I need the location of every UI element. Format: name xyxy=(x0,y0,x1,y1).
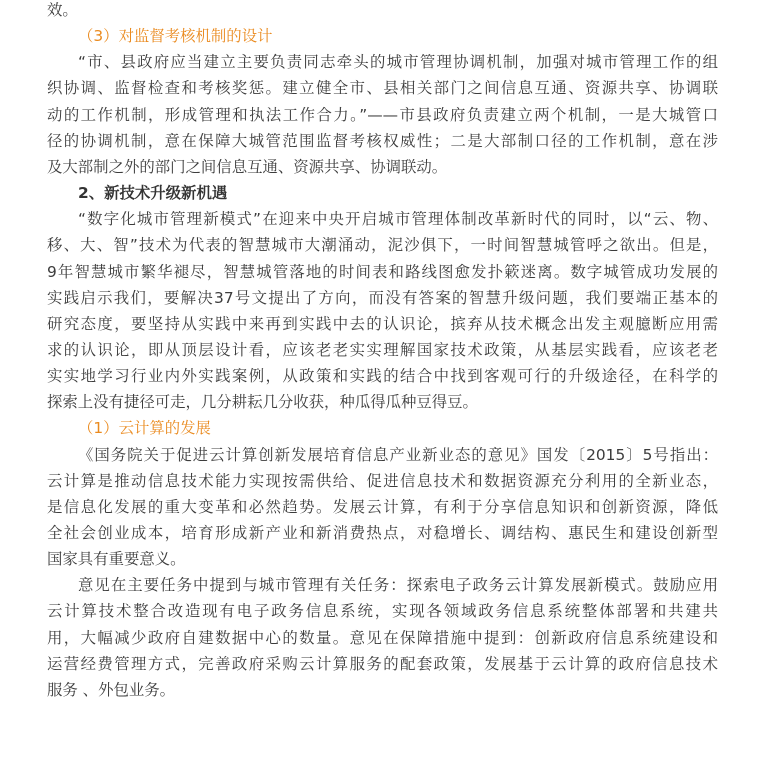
section-heading: 2、新技术升级新机遇 xyxy=(78,184,228,203)
paragraph-line: 实实地学习行业内外实践案例，从政策和实践的结合中找到客观可行的升级途径，在科学的 xyxy=(47,367,718,386)
paragraph-line: 是信息化发展的重大变革和必然趋势。发展云计算，有利于分享信息知识和创新资源，降低 xyxy=(47,497,718,516)
paragraph-line: 服务 、外包业务。 xyxy=(47,680,176,699)
paragraph-line: 动的工作机制，形成管理和执法工作合力。”——市县政府负责建立两个机制，一是大城管口 xyxy=(47,105,718,124)
paragraph-line: 效。 xyxy=(47,1,78,19)
paragraph-line: 云计算技术整合改造现有电子政务信息系统，实现各领域政务信息系统整体部署和共建共 xyxy=(47,602,718,621)
paragraph-line: 意见在主要任务中提到与城市管理有关任务：探索电子政务云计算发展新模式。鼓励应用 xyxy=(78,576,718,595)
paragraph-line: 9年智慧城市繁华褪尽，智慧城管落地的时间表和路线图愈发扑簌迷离。数字城管成功发展的 xyxy=(47,262,718,281)
paragraph-line: 及大部制之外的部门之间信息互通、资源共享、协调联动。 xyxy=(47,157,448,176)
paragraph-line: 径的协调机制，意在保障大城管范围监督考核权威性；二是大部制口径的工作机制，意在涉 xyxy=(47,131,718,150)
paragraph-line: 实践启示我们，要解决37号文提出了方向，而没有答案的智慧升级问题，我们要端正基本的 xyxy=(47,288,718,307)
paragraph-line: “市、县政府应当建立主要负责同志牵头的城市管理协调机制，加强对城市管理工作的组 xyxy=(78,53,718,72)
paragraph-line: 用，大幅减少政府自建数据中心的数量。意见在保障措施中提到：创新政府信息系统建设和 xyxy=(47,628,718,647)
paragraph-line: 移、大、智”技术为代表的智慧城市大潮涌动，泥沙俱下，一时间智慧城管呼之欲出。但是， xyxy=(47,236,718,255)
paragraph-line: 云计算是推动信息技术能力实现按需供给、促进信息技术和数据资源充分利用的全新业态， xyxy=(47,471,718,490)
paragraph-line: 织协调、监督检查和考核奖惩。建立健全市、县相关部门之间信息互通、资源共享、协调联 xyxy=(47,79,718,98)
paragraph-line: 全社会创业成本，培育形成新产业和新消费热点，对稳增长、调结构、惠民生和建设创新型 xyxy=(47,524,718,542)
paragraph-line: 求的认识论，即从顶层设计看，应该老老实实理解国家技术政策，从基层实践看，应该老老 xyxy=(47,340,718,359)
paragraph-line: 国家具有重要意义。 xyxy=(47,550,186,569)
paragraph-line: “数字化城市管理新模式”在迎来中央开启城市管理体制改革新时代的同时，以“云、物、 xyxy=(78,210,718,229)
section-heading: （3）对监督考核机制的设计 xyxy=(78,27,273,46)
section-heading: （1）云计算的发展 xyxy=(78,419,211,438)
paragraph-line: 《国务院关于促进云计算创新发展培育信息产业新业态的意见》国发〔2015〕5号指出： xyxy=(78,445,718,464)
paragraph-line: 探索上没有捷径可走，几分耕耘几分收获，种瓜得瓜种豆得豆。 xyxy=(47,393,478,412)
paragraph-line: 运营经费管理方式，完善政府采购云计算服务的配套政策，发展基于云计算的政府信息技术 xyxy=(47,654,718,673)
paragraph-line: 研究态度，要坚持从实践中来再到实践中去的认识论，摈弃从技术概念出发主观臆断应用需 xyxy=(47,314,718,333)
